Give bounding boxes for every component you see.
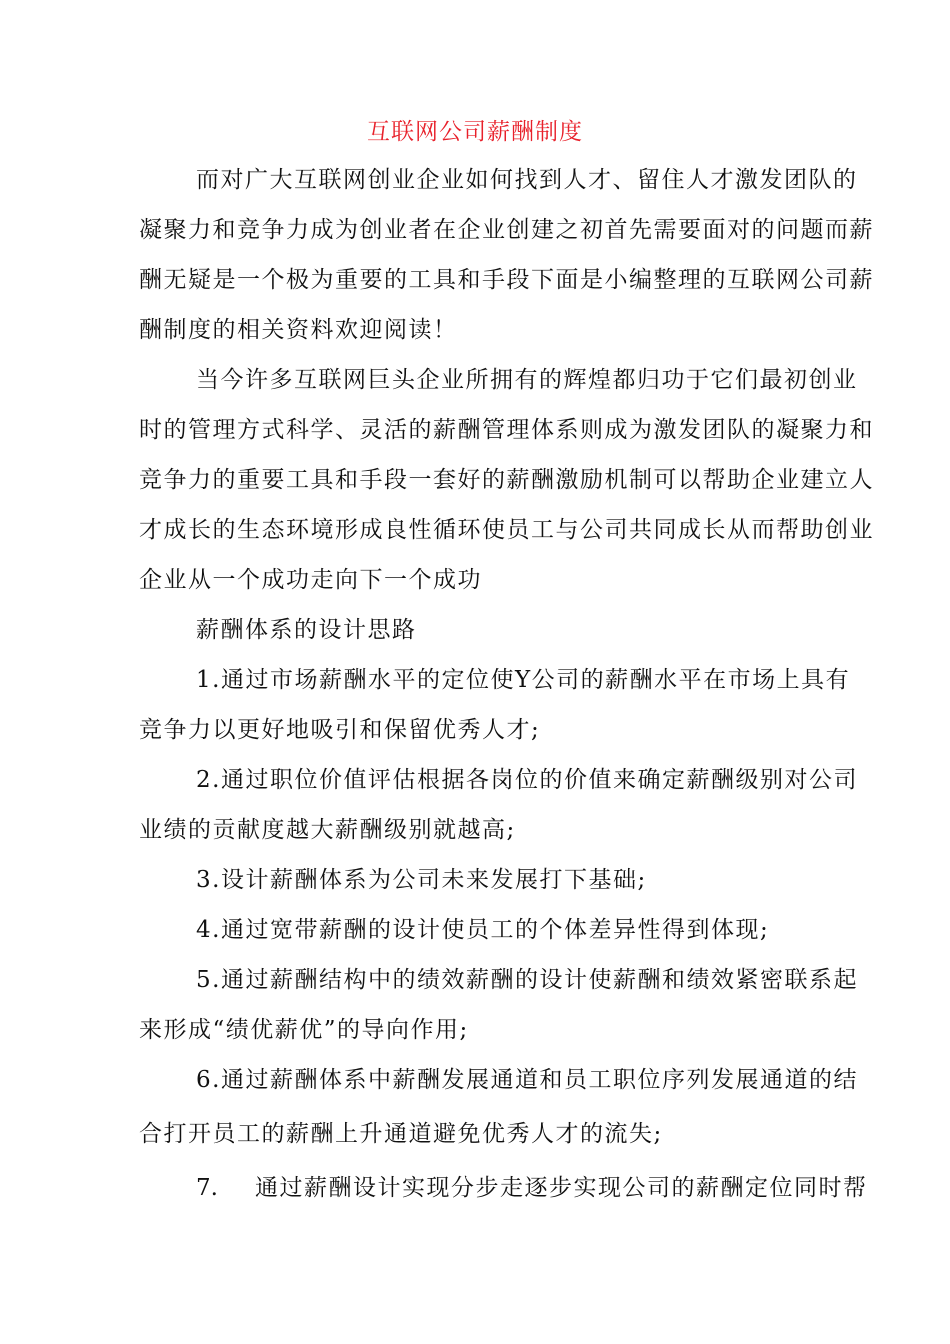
paragraph-2-line-3: 竞争力的重要工具和手段一套好的薪酬激励机制可以帮助企业建立人 <box>139 467 874 493</box>
list-item-2-line-2: 业绩的贡献度越大薪酬级别就越高; <box>139 817 516 843</box>
list-item-1-line-2: 竞争力以更好地吸引和保留优秀人才; <box>139 717 541 743</box>
list-item-4: 4.通过宽带薪酬的设计使员工的个体差异性得到体现; <box>196 917 770 943</box>
list-item-7-number: 7. <box>196 1175 218 1201</box>
list-item-3: 3.设计薪酬体系为公司未来发展打下基础; <box>196 867 647 893</box>
paragraph-2-line-1: 当今许多互联网巨头企业所拥有的辉煌都归功于它们最初创业 <box>196 367 858 393</box>
list-item-6-line-1: 6.通过薪酬体系中薪酬发展通道和员工职位序列发展通道的结 <box>196 1067 858 1093</box>
list-item-5-line-1: 5.通过薪酬结构中的绩效薪酬的设计使薪酬和绩效紧密联系起 <box>196 967 858 993</box>
document-title: 互联网公司薪酬制度 <box>367 119 583 145</box>
paragraph-1-line-3: 酬无疑是一个极为重要的工具和手段下面是小编整理的互联网公司薪 <box>139 267 874 293</box>
paragraph-2-line-2: 时的管理方式科学、灵活的薪酬管理体系则成为激发团队的凝聚力和 <box>139 417 874 443</box>
list-item-6-line-2: 合打开员工的薪酬上升通道避免优秀人才的流失; <box>139 1121 663 1147</box>
paragraph-1-line-1: 而对广大互联网创业企业如何找到人才、留住人才激发团队的 <box>196 167 858 193</box>
list-item-7-text: 通过薪酬设计实现分步走逐步实现公司的薪酬定位同时帮 <box>255 1175 868 1201</box>
list-item-5-line-2: 来形成“绩优薪优”的导向作用; <box>139 1017 469 1043</box>
paragraph-2-line-5: 企业从一个成功走向下一个成功 <box>139 567 482 593</box>
paragraph-1-line-4: 酬制度的相关资料欢迎阅读！ <box>139 317 458 343</box>
list-item-1-line-1: 1.通过市场薪酬水平的定位使Y公司的薪酬水平在市场上具有 <box>196 667 851 693</box>
list-item-2-line-1: 2.通过职位价值评估根据各岗位的价值来确定薪酬级别对公司 <box>196 767 858 793</box>
paragraph-1-line-2: 凝聚力和竞争力成为创业者在企业创建之初首先需要面对的问题而薪 <box>139 217 874 243</box>
paragraph-2-line-4: 才成长的生态环境形成良性循环使员工与公司共同成长从而帮助创业 <box>139 517 874 543</box>
section-heading: 薪酬体系的设计思路 <box>196 617 417 643</box>
